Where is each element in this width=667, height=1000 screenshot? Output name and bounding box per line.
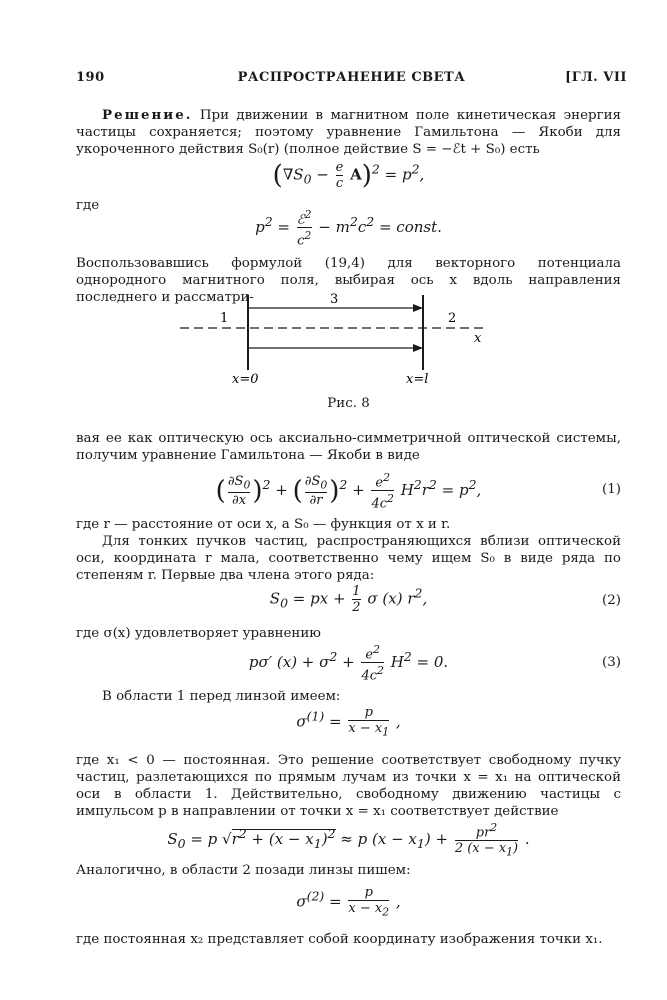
paragraph-thin-beams: Для тонких пучков частиц, распространяющихся вблизи оптической оси, координата r мала, соответственно чему ищем S₀ в виде ряда по степеням r. Первые два члена этого ряда: xyxy=(76,534,621,583)
region-1-label: 1 xyxy=(220,311,229,326)
formula-momentum: $p^2$ = $\frac{ℰ^2}{c^2}$ − $m^2c^2$ = const. xyxy=(255,208,442,249)
equation-3-number: (3) xyxy=(602,655,621,670)
arrow-head-lower xyxy=(413,344,423,352)
paragraph-region-2: Аналогично, в области 2 позади линзы пишем: xyxy=(76,863,411,878)
equation-1-number: (1) xyxy=(602,482,621,497)
equation-2: $S_0$ = px + $\frac{1}{2}$ σ (x) $r^2$, xyxy=(269,584,428,615)
equation-3: pσ′ $(x) + \sigma^2$ + $\frac{e^2}{4c^2}$ $H^2 = 0$. xyxy=(248,643,449,684)
arrow-head xyxy=(413,304,423,312)
solution-text: При движении в магнитном поле кинетическая энергия частицы сохраняется; поэтому уравнение Гамильтона — Якоби для укороченного действия S₀(r) (полное действие S = −ℰt + S₀) есть xyxy=(76,108,621,157)
xl-label: x=l xyxy=(406,372,429,385)
figure-lens-diagram xyxy=(180,290,500,385)
solution-lead: Решение. xyxy=(102,107,193,123)
paragraph-r-definition: где r — расстояние от оси x, а S₀ — функция от x и r. xyxy=(76,517,451,532)
axis-x-label: x xyxy=(474,331,482,346)
paragraph-image-coordinate: где постоянная x₂ представляет собой координату изображения точки x₁. xyxy=(76,932,603,947)
equation-1: ( $\frac{\partial S_0}{\partial x}$ )$^2$ + ( $\frac{\partial S_0}{\partial r}$ )$^2$ + $\frac{e^2}{4c^2}$ $H^2r^2 = p^2$, xyxy=(215,471,482,512)
paragraph-free-beam: где x₁ < 0 — постоянная. Это решение соответствует свободному пучку частиц, разлетающихся по прямым лучам из точки x = x₁ на оптической оси в области 1. Действительно, свободному движению частицы с импульсом p в направлении от точки x = x₁ соответствует действие xyxy=(76,753,621,819)
region-3-label: 3 xyxy=(330,292,339,307)
x0-label: x=0 xyxy=(232,372,259,385)
paragraph-solution xyxy=(76,107,621,158)
running-title: РАСПРОСТРАНЕНИЕ СВЕТА xyxy=(237,70,466,85)
formula-sigma-1: $\sigma^{(1)}$ = $\frac{p}{x - x_1}$ , xyxy=(296,705,401,739)
page-number: 190 xyxy=(76,70,105,85)
where-label-1: где xyxy=(76,198,100,213)
formula-hamilton-jacobi: ($\nabla S_0$ − $\frac{e}{c}$ $A)^2 = p^2$, xyxy=(272,160,425,191)
paragraph-sigma: где σ(x) удовлетворяет уравнению xyxy=(76,626,321,641)
paragraph-region-1: В области 1 перед линзой имеем: xyxy=(102,689,341,704)
formula-sigma-2: $\sigma^{(2)}$ = $\frac{p}{x - x_2}$ , xyxy=(296,885,401,919)
equation-2-number: (2) xyxy=(602,593,621,608)
formula-free-action: $S_0 = p$ $√r^2 + (x - x_1)^2 \approx p$ $(x - x_1)$ + $\frac{pr^2}{2 (x - x_1)}$ . xyxy=(167,821,530,859)
running-header xyxy=(76,70,627,90)
figure-caption: Рис. 8 xyxy=(327,396,370,411)
paragraph-optical-axis: вая ее как оптическую ось аксиально-симметричной оптической системы, получим уравнение Гамильтона — Якоби в виде xyxy=(76,431,621,463)
chapter-label: [ГЛ. VII xyxy=(565,70,627,85)
paragraph-vector-potential: Воспользовавшись формулой (19,4) для векторного потенциала однородного магнитного поля, выбирая ось x вдоль направления последнего и рассматри- xyxy=(76,256,621,305)
region-2-label: 2 xyxy=(448,311,457,326)
